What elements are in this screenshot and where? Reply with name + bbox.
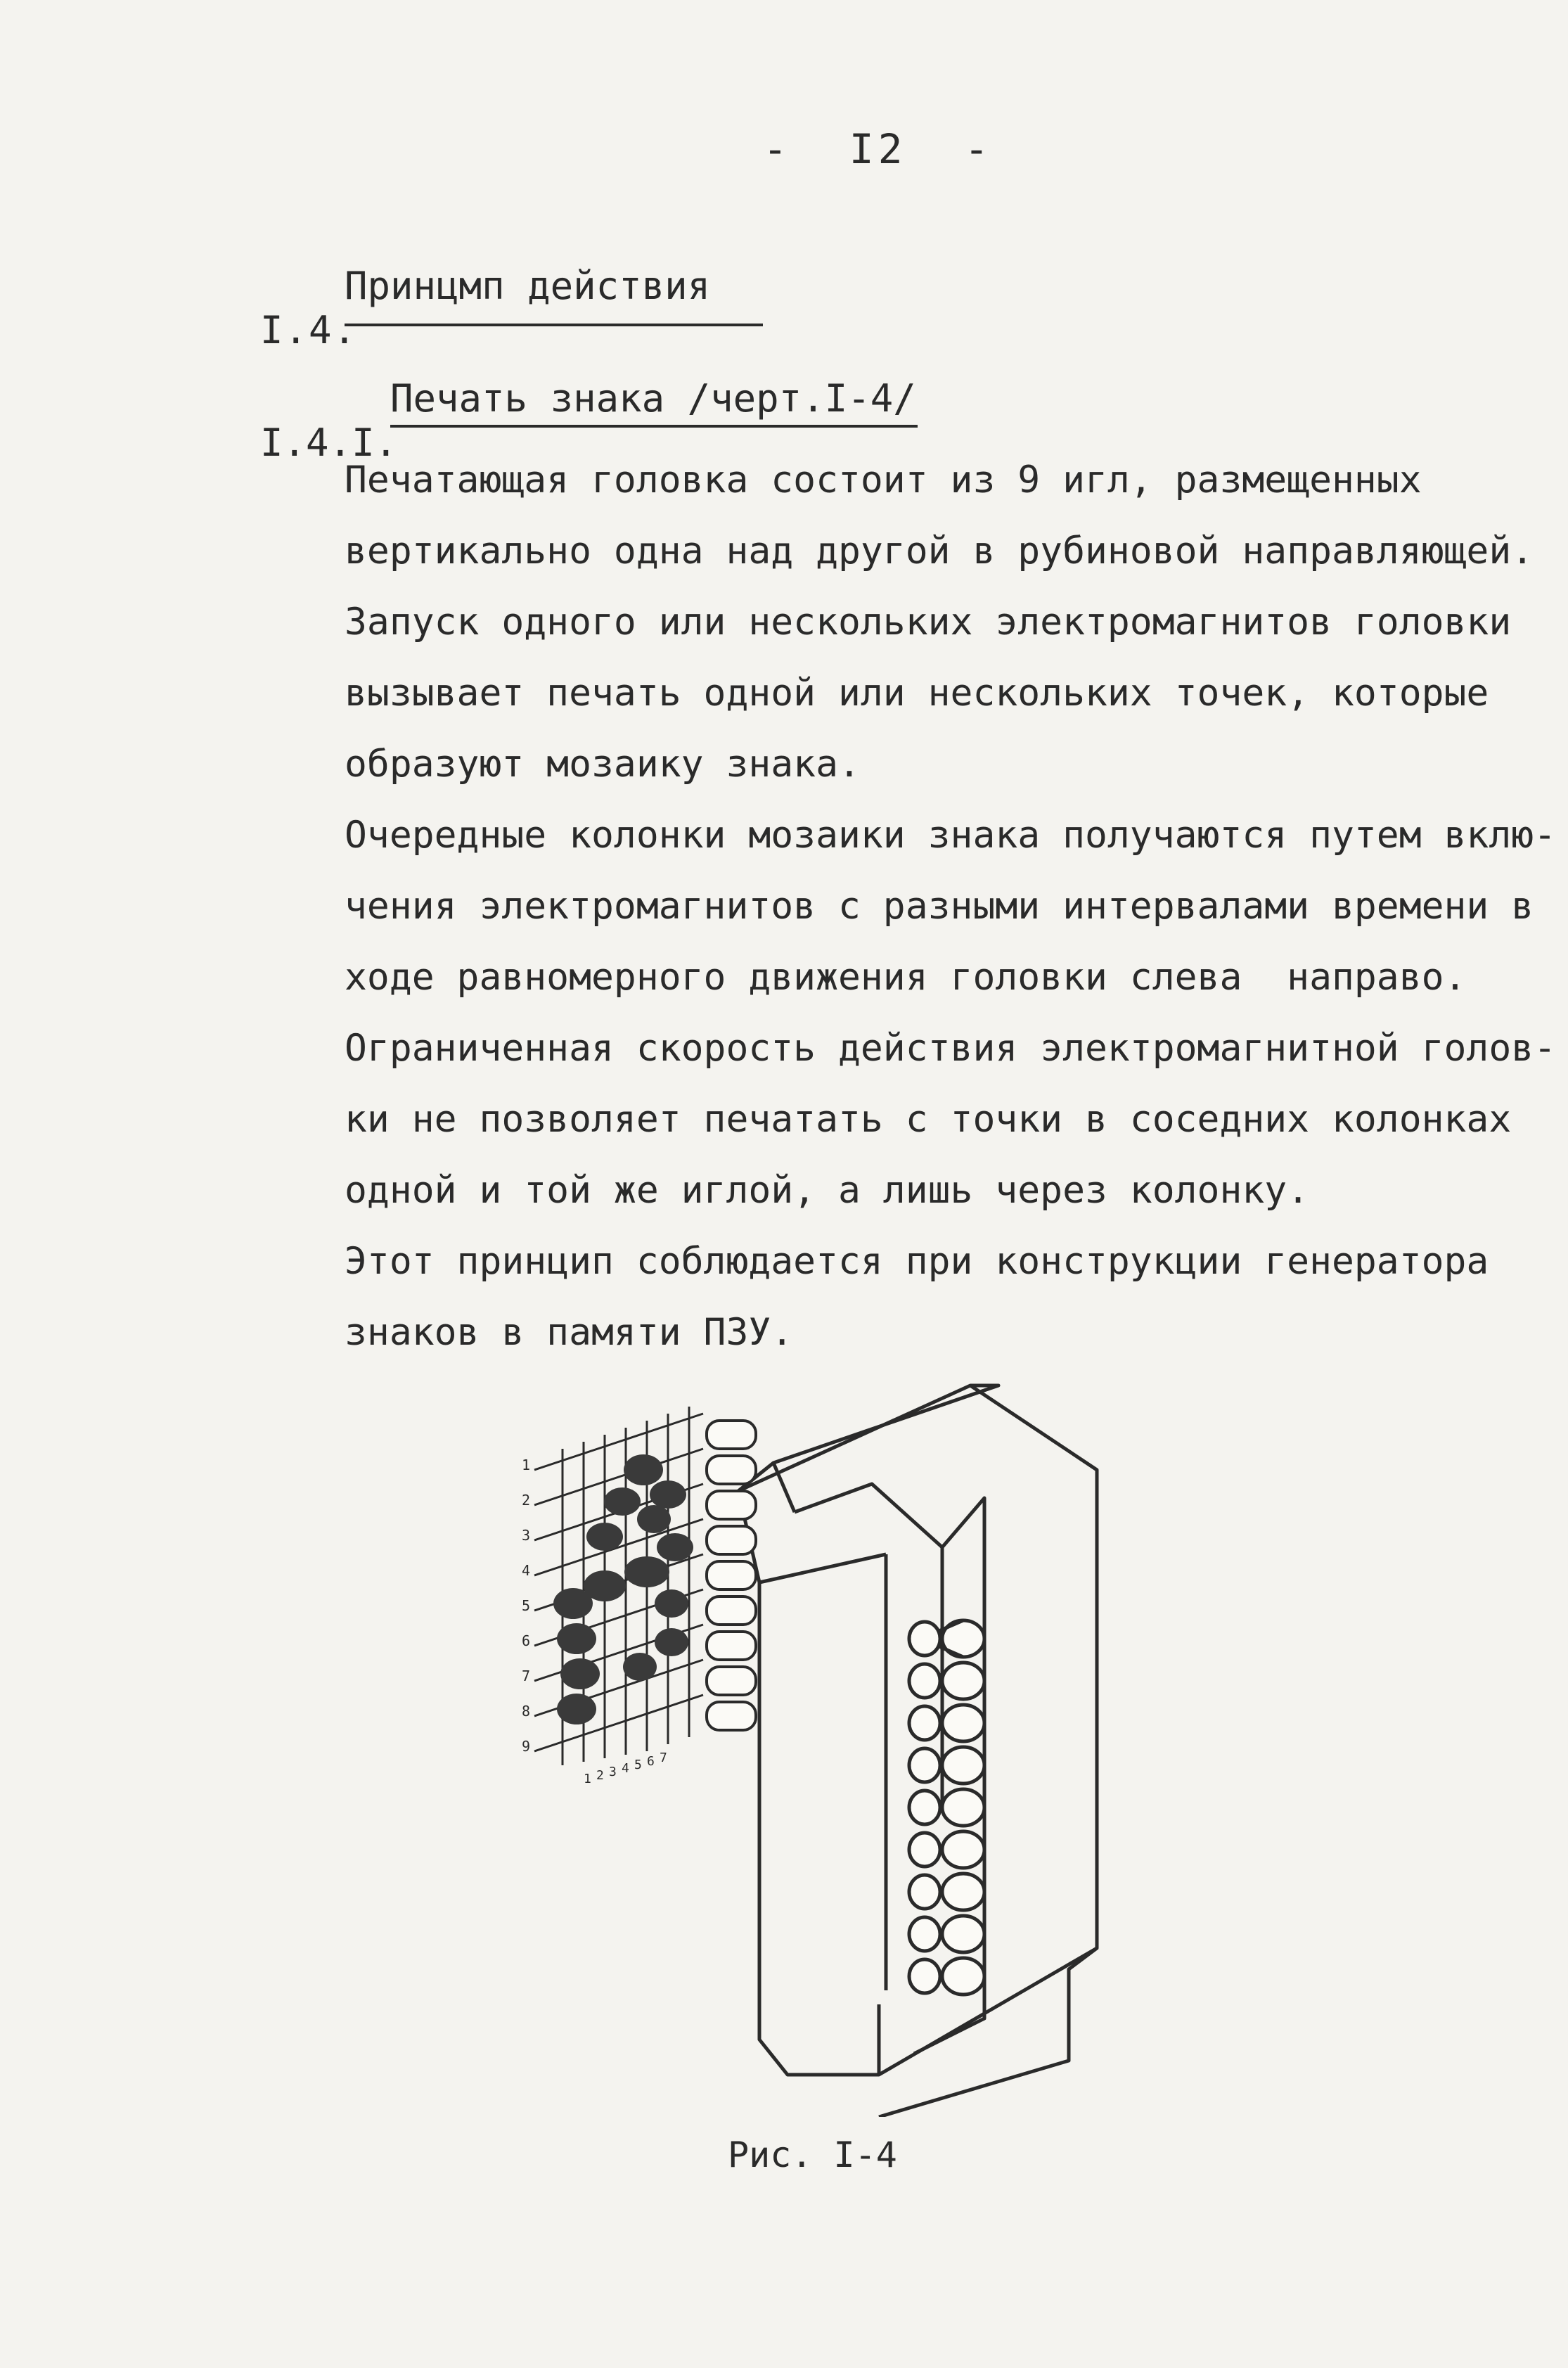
needle-guide [909,1916,984,1952]
needle-guide [909,1789,984,1826]
text-line: Печатающая головка состоит из 9 игл, размещенных [345,459,1422,501]
page-number: - I2 - [763,125,994,173]
subsection-title: Печать знака /черт.I-4/ [390,376,918,428]
column-number: 3 [609,1765,617,1779]
row-number: 3 [522,1527,531,1544]
column-number: 5 [634,1758,642,1772]
row-number: 2 [522,1492,531,1509]
printed-dots [553,1454,693,1724]
needle-guide [909,1831,984,1868]
column-number: 2 [596,1768,604,1783]
text-line: Этот принцип соблюдается при конструкции генератора [345,1240,1489,1283]
row-number: 8 [522,1703,531,1720]
column-number: 4 [622,1761,629,1776]
print-head-drawing [492,1371,1195,2117]
text-line: вызывает печать одной или нескольких точек, которые [345,672,1489,715]
row-number: 1 [522,1457,531,1473]
row-number: 4 [522,1562,531,1579]
column-number: 6 [647,1754,655,1769]
text-line: вертикально одна над другой в рубиновой направляющей. [345,530,1534,572]
section-title: Принцмп действия [345,264,763,326]
needle-guide [909,1747,984,1784]
needle-guide [909,1705,984,1741]
row-number: 9 [522,1738,531,1755]
print-head-figure [492,1371,1195,2117]
figure-caption: Рис. I-4 [728,2135,897,2175]
body-text [345,444,1557,1368]
row-number: 5 [522,1597,531,1614]
text-line: знаков в памяти ПЗУ. [345,1311,794,1354]
text-line: ходе равномерного движения головки слева направо. [345,956,1467,999]
text-line: Ограниченная скорость действия электромагнитной голов- [345,1027,1557,1070]
text-line: ки не позволяет печатать с точки в соседних колонках [345,1098,1512,1141]
needle-guide [909,1958,984,1995]
section-number: I.4. [260,308,358,352]
column-number: 7 [660,1751,667,1765]
text-line: Очередные колонки мозаики знака получаются путем вклю- [345,814,1557,857]
text-line: одной и той же иглой, а лишь через колонку. [345,1169,1310,1212]
row-number: 6 [522,1632,531,1649]
needle-guide [909,1874,984,1910]
row-number: 7 [522,1668,531,1684]
needle-guide [909,1620,984,1657]
text-line: образуют мозаику знака. [345,743,861,786]
text-line: чения электромагнитов с разными интервалами времени в [345,885,1534,928]
needle-guide [909,1663,984,1699]
text-line: Запуск одного или нескольких электромагнитов головки [345,601,1512,644]
column-number: 1 [584,1772,591,1786]
subsection-number: I.4.I. [260,421,398,465]
